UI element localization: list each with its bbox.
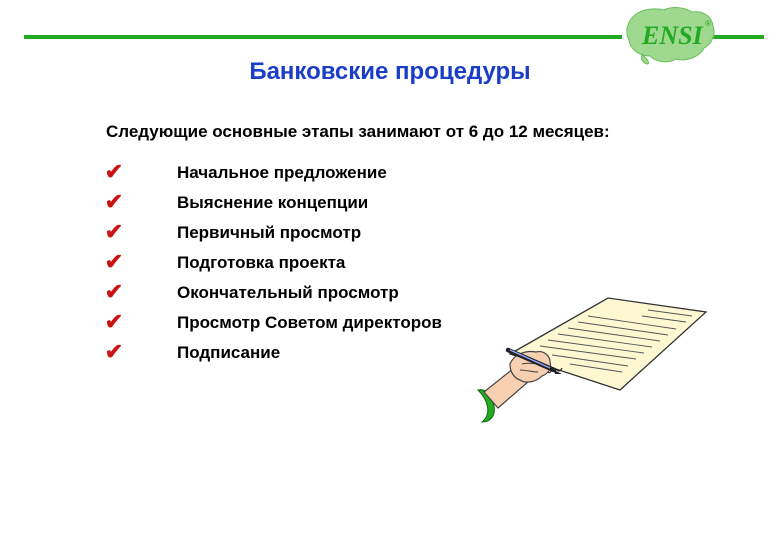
step-label: Первичный просмотр xyxy=(177,223,362,242)
step-label: Подписание xyxy=(177,343,281,362)
step-label: Выяснение концепции xyxy=(177,193,369,212)
check-mark-icon: ✔ xyxy=(104,219,124,244)
check-mark-icon: ✔ xyxy=(104,249,124,274)
signing-document-illustration xyxy=(470,292,730,424)
check-mark-icon: ✔ xyxy=(104,339,124,364)
step-label: Окончательный просмотр xyxy=(177,283,399,302)
step-label: Подготовка проекта xyxy=(177,253,346,272)
check-mark-icon: ✔ xyxy=(104,279,124,304)
registered-mark: ® xyxy=(705,19,711,28)
check-mark-icon: ✔ xyxy=(104,309,124,334)
step-label: Начальное предложение xyxy=(177,163,387,182)
header-rule-right xyxy=(712,35,764,39)
check-mark-icon: ✔ xyxy=(104,159,124,184)
intro-text: Следующие основные этапы занимают от 6 до 12 месяцев: xyxy=(106,122,610,141)
header-rule-left xyxy=(24,35,622,39)
check-mark-icon: ✔ xyxy=(104,189,124,214)
page-title: Банковские процедуры xyxy=(249,58,531,85)
step-label: Просмотр Советом директоров xyxy=(177,313,442,332)
ensi-logo xyxy=(622,4,718,66)
logo-text: ENSI xyxy=(642,21,703,50)
